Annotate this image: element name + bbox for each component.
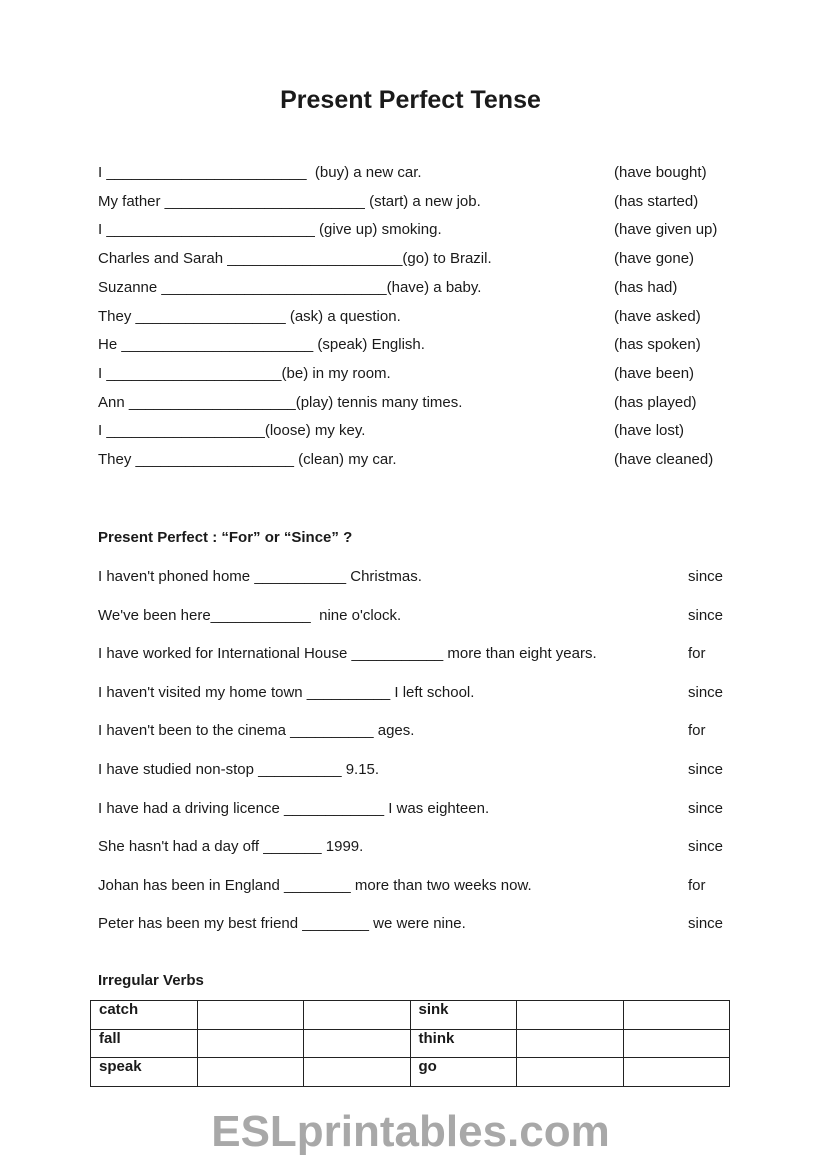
- exercise-answer: (have gone): [614, 250, 695, 268]
- exercise-answer: since: [688, 838, 724, 856]
- exercise-answer: (have cleaned): [614, 451, 714, 468]
- exercise-answer: for: [688, 722, 706, 740]
- exercise-answer: (have lost): [614, 422, 685, 440]
- exercise-sentence: I ___________________(loose) my key.: [98, 422, 366, 440]
- exercise-answer: (has had): [614, 278, 678, 296]
- table-cell: [517, 1029, 624, 1058]
- irregular-verbs-heading: Irregular Verbs: [98, 972, 204, 989]
- exercise-sentence: I have worked for International House ___________ more than eight years.: [98, 645, 597, 663]
- table-row: [91, 1058, 730, 1087]
- exercise-answer: since: [688, 799, 724, 817]
- exercise-answer: for: [688, 876, 706, 894]
- exercise-sentence: They __________________ (ask) a question.: [98, 307, 401, 325]
- for-since-heading: Present Perfect : “For” or “Since” ?: [98, 529, 353, 546]
- exercise-sentence: I have studied non-stop __________ 9.15.: [98, 761, 380, 778]
- table-cell: [197, 1001, 304, 1030]
- exercise-sentence: He _______________________ (speak) English.: [98, 336, 425, 354]
- table-cell: [197, 1029, 304, 1058]
- exercise-sentence: I have had a driving licence ____________ I was eighteen.: [98, 799, 490, 817]
- exercise-answer: since: [688, 915, 724, 933]
- table-cell: [197, 1058, 304, 1087]
- table-cell: [623, 1001, 730, 1030]
- table-cell: [517, 1058, 624, 1087]
- exercise-answer: (have given up): [614, 221, 718, 239]
- exercise-sentence: Suzanne ___________________________(have) a baby.: [98, 278, 482, 296]
- table-cell: fall: [91, 1029, 198, 1058]
- table-cell: [623, 1058, 730, 1087]
- table-cell: [304, 1029, 411, 1058]
- exercise-sentence: We've been here____________ nine o'clock.: [98, 606, 402, 624]
- exercise-sentence: She hasn't had a day off _______ 1999.: [98, 838, 364, 856]
- exercise-answer: (have been): [614, 364, 695, 382]
- exercise-answer: since: [688, 761, 724, 778]
- exercise-sentence: I _____________________(be) in my room.: [98, 364, 391, 382]
- table-cell: [304, 1001, 411, 1030]
- table-cell: catch: [91, 1001, 198, 1030]
- exercise-sentence: My father ________________________ (start) a new job.: [98, 192, 481, 210]
- table-cell: [304, 1058, 411, 1087]
- exercise-sentence: I haven't phoned home ___________ Christmas.: [98, 568, 422, 585]
- table-cell: speak: [91, 1058, 198, 1087]
- exercise-sentence: Ann ____________________(play) tennis many times.: [98, 393, 463, 411]
- table-cell: think: [410, 1029, 517, 1058]
- exercise-answer: since: [688, 606, 724, 624]
- table-row: [91, 1029, 730, 1058]
- exercise-sentence: I haven't visited my home town __________ I left school.: [98, 683, 475, 701]
- exercise-answer: (has started): [614, 192, 699, 210]
- exercise-answer: since: [688, 683, 724, 701]
- exercise-answer: since: [688, 568, 724, 585]
- exercise-answer: (has played): [614, 393, 697, 411]
- table-cell: go: [410, 1058, 517, 1087]
- exercise-sentence: I _________________________ (give up) smoking.: [98, 221, 442, 239]
- irregular-verbs-table: [90, 1000, 730, 1087]
- exercise-sentence: I haven't been to the cinema __________ ages.: [98, 722, 415, 740]
- exercise-answer: (have asked): [614, 307, 701, 325]
- table-row: [91, 1001, 730, 1030]
- table-cell: sink: [410, 1001, 517, 1030]
- exercise-answer: (have bought): [614, 164, 707, 181]
- table-cell: [517, 1001, 624, 1030]
- exercise-answer: for: [688, 645, 706, 663]
- table-cell: [623, 1029, 730, 1058]
- exercise-sentence: I ________________________ (buy) a new car.: [98, 164, 422, 181]
- exercise-sentence: They ___________________ (clean) my car.: [98, 451, 397, 468]
- exercise-answer: (has spoken): [614, 336, 701, 354]
- exercise-sentence: Peter has been my best friend ________ we were nine.: [98, 915, 466, 933]
- exercise-sentence: Charles and Sarah _____________________(go) to Brazil.: [98, 250, 492, 268]
- watermark: ESLprintables.com: [211, 1107, 610, 1156]
- page-title: Present Perfect Tense: [280, 86, 541, 114]
- exercise-sentence: Johan has been in England ________ more than two weeks now.: [98, 876, 532, 894]
